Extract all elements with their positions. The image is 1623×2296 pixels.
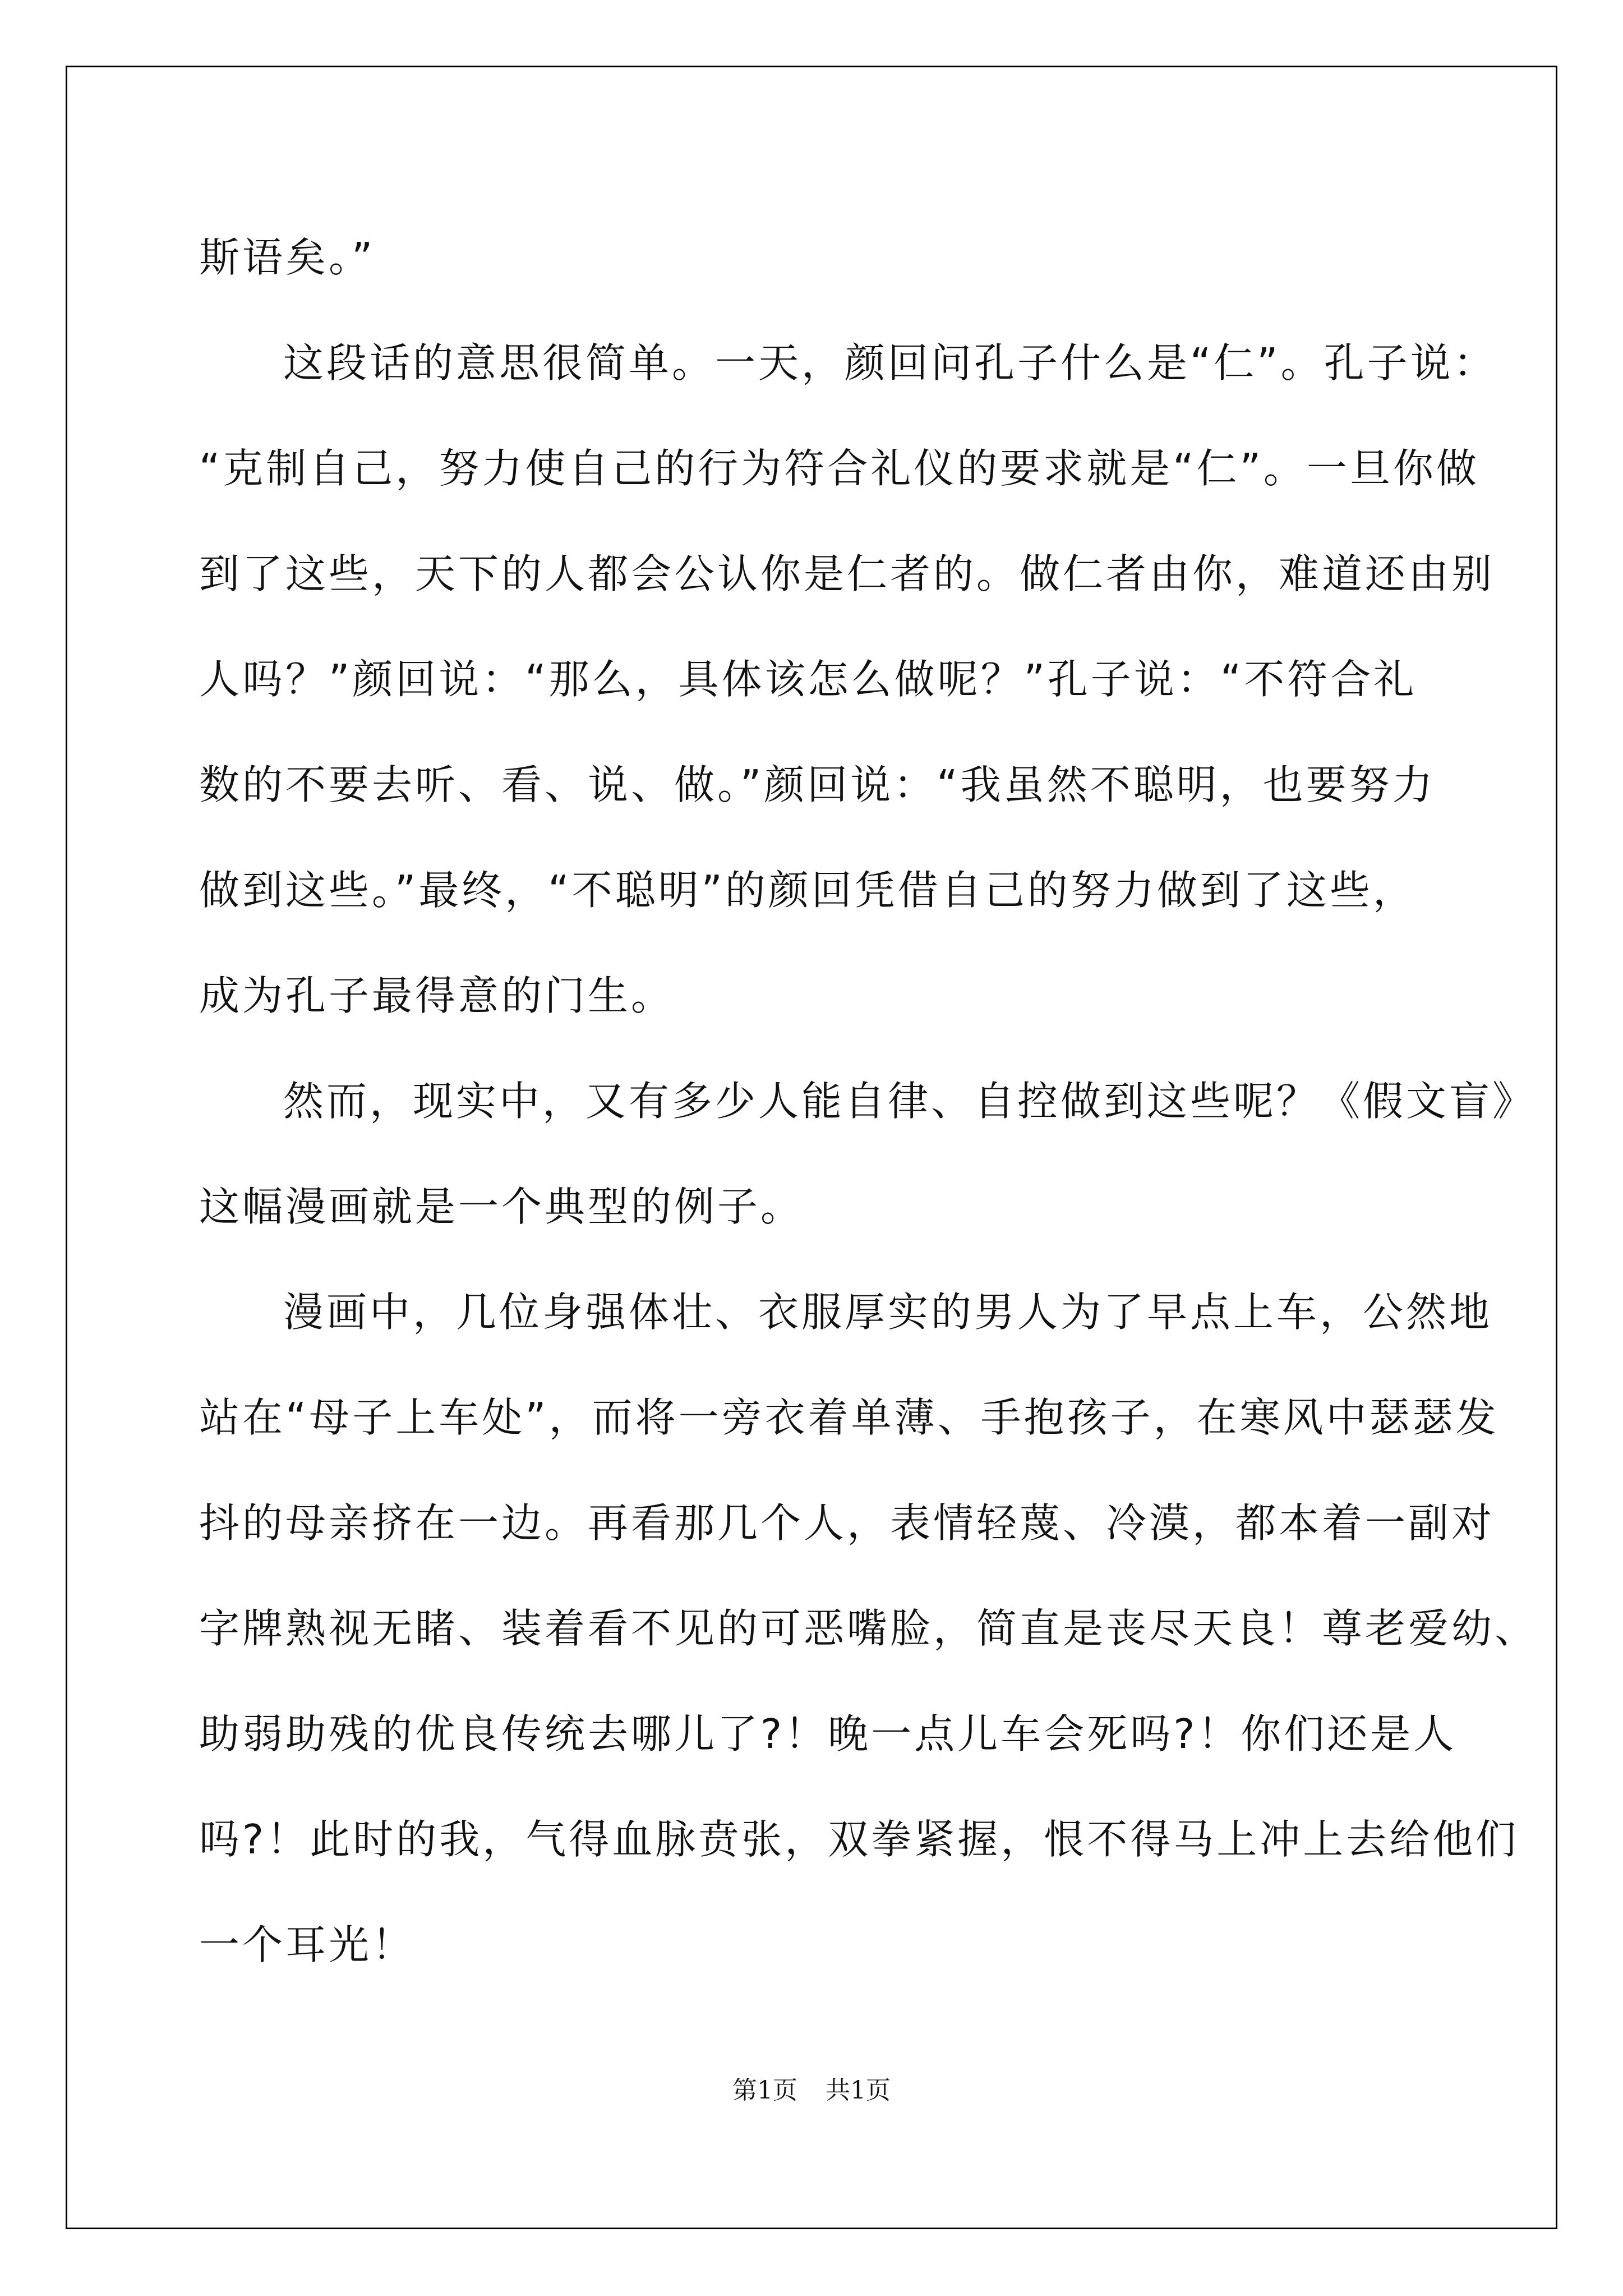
text-line: 漫画中，几位身强体壮、衣服厚实的男人为了早点上车，公然地 bbox=[283, 1289, 1493, 1336]
page-footer bbox=[0, 2070, 1623, 2106]
page-total: 共1页 bbox=[826, 2076, 891, 2105]
text-line: 字牌熟视无睹、装着看不见的可恶嘴脸，简直是丧尽天良！尊老爱幼、 bbox=[199, 1605, 1538, 1652]
text-line: 一个耳光！ bbox=[199, 1921, 416, 1968]
text-line: 到了这些，天下的人都会公认你是仁者的。做仁者由你，难道还由别 bbox=[199, 550, 1495, 597]
text-line: 成为孔子最得意的门生。 bbox=[199, 972, 675, 1019]
text-line: 这段话的意思很简单。一天，颜回问孔子什么是“仁”。孔子说： bbox=[283, 339, 1497, 386]
text-line: 抖的母亲挤在一边。再看那几个人，表情轻蔑、冷漠，都本着一副对 bbox=[199, 1499, 1495, 1547]
text-line: 助弱助残的优良传统去哪儿了?！晚一点儿车会死吗?！你们还是人 bbox=[199, 1710, 1457, 1757]
text-line: 然而，现实中，又有多少人能自律、自控做到这些呢？《假文盲》 bbox=[283, 1078, 1536, 1125]
text-line: 吗?！此时的我，气得血脉贲张，双拳紧握，恨不得马上冲上去给他们 bbox=[199, 1816, 1519, 1863]
document-body bbox=[199, 205, 1538, 1998]
text-line: 斯语矣。” bbox=[199, 234, 376, 281]
text-line: “克制自己，努力使自己的行为符合礼仪的要求就是“仁”。一旦你做 bbox=[199, 445, 1479, 492]
text-line: 做到这些。”最终，“不聪明”的颜回凭借自己的努力做到了这些， bbox=[199, 867, 1416, 914]
text-line: 人吗？”颜回说：“那么，具体该怎么做呢？”孔子说：“不符合礼 bbox=[199, 656, 1417, 703]
page-number: 第1页 bbox=[732, 2076, 797, 2105]
text-line: 这幅漫画就是一个典型的例子。 bbox=[199, 1183, 804, 1230]
text-line: 数的不要去听、看、说、做。”颜回说：“我虽然不聪明，也要努力 bbox=[199, 761, 1436, 808]
text-line: 站在“母子上车处”，而将一旁衣着单薄、手抱孩子，在寒风中瑟瑟发 bbox=[199, 1394, 1499, 1441]
